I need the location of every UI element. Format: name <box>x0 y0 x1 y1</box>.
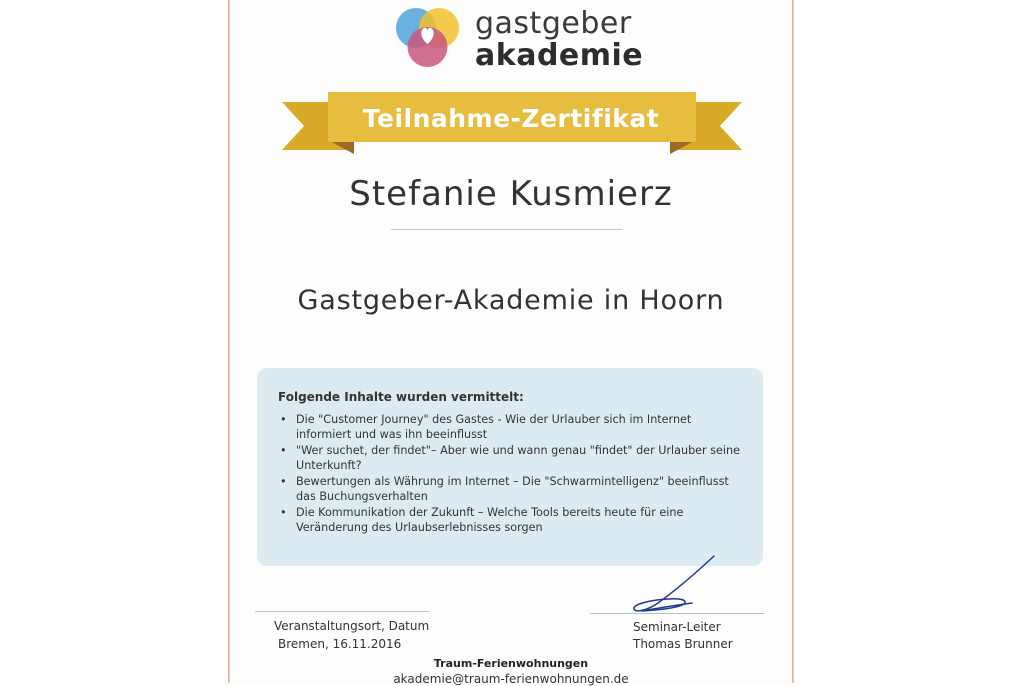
content-heading: Folgende Inhalte wurden vermittelt: <box>278 390 524 404</box>
list-item-text: Die "Customer Journey" des Gastes - Wie der Urlauber sich im Internet informiert und was ihn beeinflusst <box>296 413 692 441</box>
paper-edge-left <box>228 0 230 683</box>
list-item-text: Bewertungen als Währung im Internet – Die "Schwarmintelligenz" beeinflusst das Buchungsverhalten <box>296 475 729 503</box>
list-item <box>278 412 748 442</box>
company-name: Traum-Ferienwohnungen <box>433 657 589 670</box>
signature-image <box>628 553 720 619</box>
certificate-title: Teilnahme-Zertifikat <box>362 104 660 133</box>
list-item <box>278 505 748 535</box>
gastgeber-akademie-logo <box>393 6 643 72</box>
seminar-leader-name: Thomas Brunner <box>633 637 733 651</box>
paper-edge-right <box>792 0 794 683</box>
event-title: Gastgeber-Akademie in Hoorn <box>297 285 725 316</box>
bullet: • <box>280 506 287 519</box>
list-item-text: Die Kommunikation der Zukunft – Welche Tools bereits heute für eine Veränderung des Urlaubserlebnisses sorgen <box>296 506 684 534</box>
place-date-label: Veranstaltungsort, Datum <box>274 619 430 633</box>
seminar-leader-label: Seminar-Leiter <box>633 620 721 634</box>
list-item-text: "Wer suchet, der findet"– Aber wie und wann genau "findet" der Urlauber seine Unterkunft? <box>296 444 740 472</box>
title-ribbon <box>282 92 742 158</box>
logo-circles-icon <box>393 6 465 72</box>
participant-name: Stefanie Kusmierz <box>349 174 673 214</box>
name-underline <box>391 229 623 230</box>
bullet: • <box>280 475 287 488</box>
content-box <box>257 368 763 566</box>
company-email: akademie@traum-ferienwohnungen.de <box>393 672 629 686</box>
logo-text-akademie: akademie <box>475 38 644 73</box>
place-date-line <box>255 611 429 612</box>
list-item <box>278 474 748 504</box>
list-item <box>278 443 748 473</box>
bullet: • <box>280 444 287 457</box>
content-list <box>278 412 748 536</box>
bullet: • <box>280 413 287 426</box>
logo-text-gastgeber: gastgeber <box>475 6 632 41</box>
place-date-value: Bremen, 16.11.2016 <box>278 637 402 651</box>
